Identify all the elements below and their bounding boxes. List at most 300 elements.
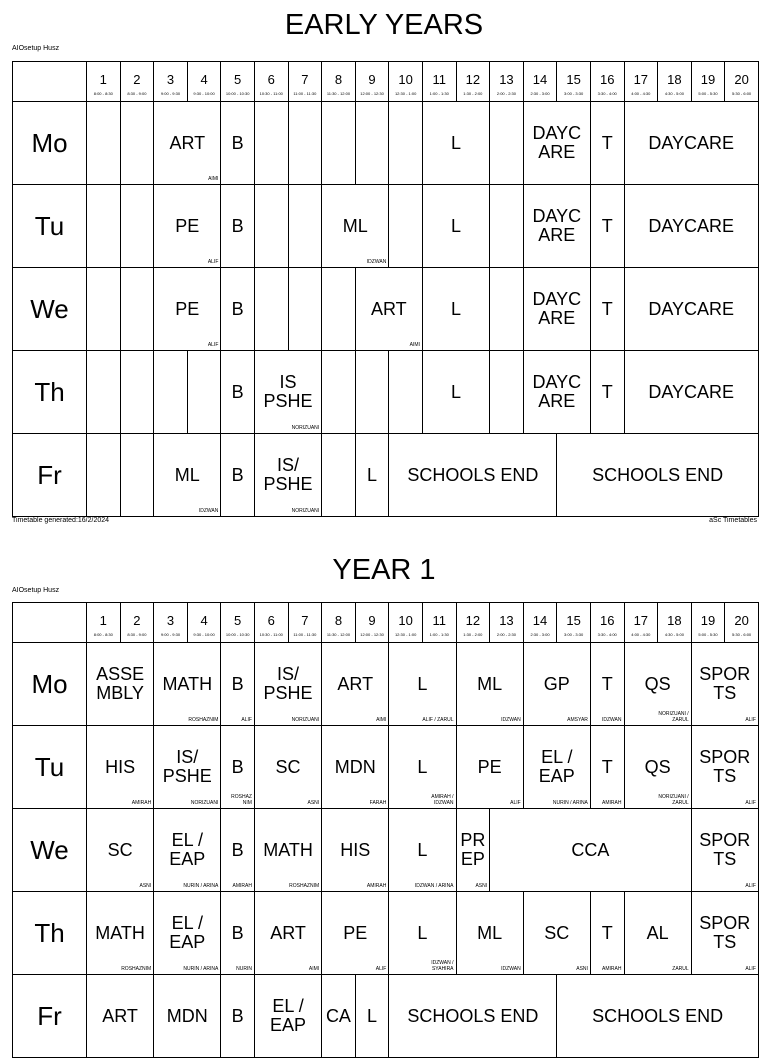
subject-label: IS PSHE: [263, 372, 313, 411]
lesson-cell: [254, 102, 288, 185]
header-corner: [13, 62, 87, 102]
period-time: 4:00 - 4:30: [631, 91, 651, 96]
period-header: [658, 62, 692, 102]
lesson-cell: [254, 809, 321, 892]
period-time: 1:30 - 2:00: [463, 632, 483, 637]
period-time: 3:30 - 4:00: [597, 632, 617, 637]
teacher-name: NORIZUANI: [291, 508, 320, 514]
day-row: [13, 268, 759, 351]
period-number: 20: [734, 613, 749, 628]
day-row: [13, 975, 759, 1058]
lesson-cell: [523, 351, 590, 434]
subject-label: DAYCARE: [648, 215, 735, 236]
lesson-cell: [254, 975, 321, 1058]
day-row: [13, 351, 759, 434]
teacher-name: AMIRAH: [131, 800, 152, 806]
lesson-cell: [590, 185, 624, 268]
period-time: 2:30 - 3:00: [530, 632, 550, 637]
period-number: 2: [133, 613, 141, 628]
day-label: Mo: [13, 643, 87, 726]
day-row: [13, 809, 759, 892]
period-number: 10: [398, 613, 413, 628]
lesson-cell: [154, 892, 221, 975]
period-number: 16: [599, 72, 615, 87]
teacher-name: ZARUL: [672, 966, 689, 972]
lesson-cell: [490, 102, 524, 185]
teacher-name: ALIF: [745, 717, 756, 723]
day-label: Th: [13, 892, 87, 975]
lesson-cell: [389, 975, 557, 1058]
teacher-name: NURIN / ARINA: [552, 800, 588, 806]
period-number: 18: [667, 72, 682, 87]
lesson-cell: [355, 102, 389, 185]
subject-label: B: [231, 381, 244, 402]
period-header: [557, 603, 591, 643]
subject-label: L: [451, 132, 462, 153]
subject-label: ART: [270, 922, 306, 943]
subject-label: MDN: [166, 1005, 208, 1026]
lesson-cell: [490, 351, 524, 434]
subject-label: MDN: [334, 756, 376, 777]
lesson-cell: [590, 351, 624, 434]
period-header: [87, 62, 121, 102]
day-row: [13, 726, 759, 809]
period-number: 12: [465, 613, 481, 628]
period-header: [187, 62, 221, 102]
day-label: Tu: [13, 726, 87, 809]
subject-label: T: [601, 673, 613, 694]
period-number: 7: [301, 72, 309, 87]
lesson-cell: [624, 185, 758, 268]
period-header: [590, 62, 624, 102]
period-time: 10:00 - 10:30: [225, 632, 250, 637]
subject-label: QS: [644, 756, 671, 777]
lesson-cell: [154, 975, 221, 1058]
lesson-cell: [624, 643, 691, 726]
day-label: Fr: [13, 434, 87, 517]
subject-label: HIS: [105, 756, 136, 777]
lesson-cell: [221, 268, 255, 351]
lesson-cell: [557, 434, 759, 517]
period-time: 8:00 - 8:30: [93, 91, 113, 96]
lesson-cell: [322, 351, 356, 434]
period-time: 5:00 - 5:30: [698, 632, 718, 637]
lesson-cell: [691, 643, 758, 726]
period-time: 8:30 - 9:00: [127, 632, 147, 637]
subject-label: B: [231, 464, 244, 485]
lesson-cell: [154, 809, 221, 892]
period-number: 2: [133, 72, 141, 87]
subject-label: SPOR TS: [699, 747, 751, 786]
lesson-cell: [624, 726, 691, 809]
teacher-name: AMSYAR: [567, 717, 588, 723]
subject-label: EL / EAP: [538, 747, 575, 786]
lesson-cell: [221, 975, 255, 1058]
subject-label: L: [417, 673, 428, 694]
period-time: 1:00 - 1:30: [429, 632, 449, 637]
lesson-cell: [422, 268, 489, 351]
lesson-cell: [120, 351, 154, 434]
subject-label: SCHOOLS END: [407, 464, 539, 485]
period-header: [590, 603, 624, 643]
lesson-cell: [221, 809, 255, 892]
lesson-cell: [254, 726, 321, 809]
subject-label: SPOR TS: [699, 913, 751, 952]
lesson-cell: [87, 102, 121, 185]
period-time: 9:30 - 10:00: [193, 632, 215, 637]
lesson-cell: [389, 809, 456, 892]
subject-label: SCHOOLS END: [407, 1005, 539, 1026]
lesson-cell: [221, 726, 255, 809]
teacher-name: NORIZUANI: [190, 800, 219, 806]
period-header: [691, 62, 725, 102]
period-time: 4:30 - 5:00: [664, 632, 684, 637]
lesson-cell: [355, 975, 389, 1058]
subject-label: ASSE MBLY: [96, 664, 145, 703]
lesson-cell: [254, 434, 321, 517]
teacher-name: AIMI: [376, 717, 387, 723]
lesson-cell: [322, 975, 356, 1058]
lesson-cell: [557, 975, 759, 1058]
lesson-cell: [523, 185, 590, 268]
period-time: 9:00 - 9:30: [160, 91, 181, 96]
period-time: 9:00 - 9:30: [160, 632, 181, 637]
period-header: [624, 62, 658, 102]
period-time: 1:00 - 1:30: [429, 91, 449, 96]
period-number: 3: [166, 72, 175, 87]
period-time: 8:00 - 8:30: [93, 632, 113, 637]
lesson-cell: [624, 102, 758, 185]
subject-label: T: [601, 756, 613, 777]
day-row: [13, 102, 759, 185]
teacher-name: ASNI: [139, 883, 152, 889]
subject-label: SCHOOLS END: [592, 1005, 724, 1026]
lesson-cell: [523, 643, 590, 726]
teacher-name: NORIZUANI: [291, 717, 320, 723]
teacher-name: AMIRAH / IDZWAN: [431, 794, 454, 806]
lesson-cell: [590, 892, 624, 975]
day-row: [13, 892, 759, 975]
subject-label: DAYCARE: [648, 132, 735, 153]
lesson-cell: [87, 975, 154, 1058]
lesson-cell: [288, 268, 322, 351]
lesson-cell: [523, 726, 590, 809]
day-row: [13, 185, 759, 268]
lesson-cell: [322, 268, 356, 351]
lesson-cell: [120, 102, 154, 185]
subject-label: ART: [337, 673, 374, 694]
teacher-name: ALIF: [745, 966, 756, 972]
lesson-cell: [456, 809, 490, 892]
period-number: 17: [633, 72, 649, 87]
subject-label: L: [451, 381, 462, 402]
subject-label: ML: [477, 673, 503, 694]
subject-label: T: [601, 922, 613, 943]
subject-label: ML: [174, 464, 200, 485]
subject-label: SC: [107, 839, 133, 860]
teacher-name: NORIZUANI / ZARUL: [658, 794, 689, 806]
teacher-name: NORIZUANI: [291, 425, 320, 431]
lesson-cell: [490, 809, 692, 892]
subject-label: L: [417, 922, 428, 943]
subject-label: L: [451, 215, 462, 236]
subject-label: IS/ PSHE: [263, 455, 313, 494]
period-header: [120, 603, 154, 643]
lesson-cell: [87, 351, 121, 434]
lesson-cell: [87, 268, 121, 351]
teacher-name: ROSHAZ NIM: [231, 794, 252, 806]
subject-label: IS/ PSHE: [162, 747, 212, 786]
lesson-cell: [322, 434, 356, 517]
period-header: [490, 603, 524, 643]
lesson-cell: [221, 892, 255, 975]
subject-label: T: [601, 381, 613, 402]
period-number: 6: [267, 613, 275, 628]
period-number: 5: [234, 613, 242, 628]
subject-label: HIS: [340, 839, 371, 860]
period-header: [288, 603, 322, 643]
period-time: 4:00 - 4:30: [631, 632, 651, 637]
lesson-cell: [691, 892, 758, 975]
period-time: 11:00 - 11:30: [293, 91, 317, 96]
period-number: 19: [700, 72, 716, 87]
teacher-name: IDZWAN: [501, 966, 521, 972]
period-time: 4:30 - 5:00: [664, 91, 684, 96]
period-time: 2:00 - 2:30: [496, 632, 516, 637]
subject-label: T: [601, 132, 613, 153]
teacher-name: NURIN / ARINA: [183, 966, 219, 972]
period-header: [490, 62, 524, 102]
teacher-name: ALIF / ZARUL: [422, 717, 454, 723]
teacher-name: NURIN: [236, 966, 252, 972]
day-row: [13, 434, 759, 517]
subject-label: L: [417, 756, 428, 777]
lesson-cell: [456, 892, 523, 975]
day-label: We: [13, 268, 87, 351]
subject-label: IS/ PSHE: [263, 664, 313, 703]
school-name: AIOsetup Husz: [12, 587, 60, 594]
subject-label: DAYCARE: [648, 381, 735, 402]
teacher-name: ASNI: [307, 800, 320, 806]
subject-label: ML: [477, 922, 503, 943]
teacher-name: IDZWAN: [501, 717, 521, 723]
lesson-cell: [187, 351, 221, 434]
lesson-cell: [691, 809, 758, 892]
teacher-name: AMIRAH: [232, 883, 252, 889]
period-header: [557, 62, 591, 102]
lesson-cell: [355, 351, 389, 434]
period-time: 10:30 - 11:00: [259, 632, 283, 637]
lesson-cell: [254, 892, 321, 975]
period-time: 11:30 - 12:00: [326, 91, 351, 96]
subject-label: QS: [644, 673, 671, 694]
period-number: 1: [99, 613, 107, 628]
period-header: [456, 603, 490, 643]
teacher-name: ALIF: [745, 800, 756, 806]
period-time: 5:00 - 5:30: [698, 91, 718, 96]
teacher-name: ROSHAZNIM: [289, 883, 320, 889]
period-number: 19: [700, 613, 716, 628]
lesson-cell: [389, 892, 456, 975]
period-time: 11:00 - 11:30: [293, 632, 317, 637]
period-header: [422, 62, 456, 102]
lesson-cell: [221, 185, 255, 268]
lesson-cell: [87, 726, 154, 809]
period-header: [154, 603, 188, 643]
teacher-name: ALIF: [510, 800, 521, 806]
subject-label: T: [601, 298, 613, 319]
lesson-cell: [288, 102, 322, 185]
subject-label: B: [231, 132, 244, 153]
teacher-name: NORIZUANI / ZARUL: [658, 711, 689, 723]
teacher-name: IDZWAN: [366, 259, 387, 265]
teacher-name: AIMI: [208, 176, 219, 182]
lesson-cell: [322, 102, 356, 185]
lesson-cell: [523, 268, 590, 351]
period-header: [221, 62, 255, 102]
period-time: 12:30 - 1:00: [394, 632, 417, 637]
period-header: [221, 603, 255, 643]
period-time: 10:30 - 11:00: [259, 91, 283, 96]
lesson-cell: [221, 434, 255, 517]
subject-label: B: [231, 1005, 244, 1026]
day-label: Fr: [13, 975, 87, 1058]
lesson-cell: [154, 102, 221, 185]
lesson-cell: [624, 351, 758, 434]
subject-label: PE: [175, 215, 200, 236]
lesson-cell: [322, 643, 389, 726]
period-time: 2:30 - 3:00: [530, 91, 550, 96]
teacher-name: ROSHAZNIM: [188, 717, 219, 723]
period-number: 15: [566, 72, 581, 87]
subject-label: PE: [175, 298, 200, 319]
subject-label: L: [367, 464, 378, 485]
subject-label: L: [451, 298, 462, 319]
subject-label: MATH: [95, 922, 145, 943]
lesson-cell: [389, 185, 423, 268]
period-time: 11:30 - 12:00: [326, 632, 351, 637]
period-header: [355, 603, 389, 643]
teacher-name: ASNI: [475, 883, 488, 889]
subject-label: DAYCARE: [648, 298, 735, 319]
period-header: [422, 603, 456, 643]
lesson-cell: [422, 185, 489, 268]
period-number: 6: [267, 72, 275, 87]
period-number: 3: [166, 613, 175, 628]
lesson-cell: [221, 351, 255, 434]
period-number: 12: [465, 72, 481, 87]
timetable-title: YEAR 1: [332, 554, 436, 586]
subject-label: ART: [169, 132, 206, 153]
period-time: 2:00 - 2:30: [496, 91, 516, 96]
lesson-cell: [254, 268, 288, 351]
period-header: [389, 62, 423, 102]
lesson-cell: [355, 434, 389, 517]
lesson-cell: [322, 892, 389, 975]
teacher-name: ALIF: [207, 342, 219, 348]
subject-label: T: [601, 215, 613, 236]
lesson-cell: [87, 185, 121, 268]
lesson-cell: [355, 268, 422, 351]
subject-label: EL / EAP: [270, 996, 307, 1035]
subject-label: B: [231, 839, 244, 860]
lesson-cell: [389, 434, 557, 517]
lesson-cell: [154, 726, 221, 809]
lesson-cell: [422, 351, 489, 434]
subject-label: ML: [342, 215, 368, 236]
teacher-name: AIMI: [409, 342, 420, 348]
lesson-cell: [288, 185, 322, 268]
day-row: [13, 643, 759, 726]
lesson-cell: [523, 892, 590, 975]
period-header: [87, 603, 121, 643]
period-header: [389, 603, 423, 643]
period-time: 8:30 - 9:00: [127, 91, 147, 96]
lesson-cell: [624, 268, 758, 351]
lesson-cell: [254, 351, 321, 434]
subject-label: L: [367, 1005, 378, 1026]
lesson-cell: [154, 434, 221, 517]
period-header: [254, 603, 288, 643]
period-number: 7: [301, 613, 309, 628]
lesson-cell: [322, 809, 389, 892]
lesson-cell: [590, 643, 624, 726]
teacher-name: FARAH: [369, 800, 387, 806]
period-header: [120, 62, 154, 102]
period-number: 9: [368, 72, 376, 87]
timetable-grid: [12, 602, 759, 1058]
lesson-cell: [456, 643, 523, 726]
period-header: [254, 62, 288, 102]
subject-label: PR EP: [460, 830, 486, 869]
period-number: 5: [234, 72, 242, 87]
subject-label: PE: [477, 756, 502, 777]
subject-label: DAYC ARE: [532, 372, 582, 411]
period-number: 18: [667, 613, 682, 628]
period-time: 9:30 - 10:00: [193, 91, 215, 96]
lesson-cell: [254, 185, 288, 268]
day-label: We: [13, 809, 87, 892]
lesson-cell: [154, 268, 221, 351]
lesson-cell: [490, 185, 524, 268]
lesson-cell: [389, 643, 456, 726]
subject-label: CCA: [571, 839, 610, 860]
subject-label: SCHOOLS END: [592, 464, 724, 485]
period-header: [523, 62, 557, 102]
period-header: [154, 62, 188, 102]
period-number: 14: [532, 72, 548, 87]
teacher-name: AMIRAH: [602, 966, 622, 972]
day-label: Mo: [13, 102, 87, 185]
lesson-cell: [389, 726, 456, 809]
period-header: [725, 62, 759, 102]
subject-label: AL: [646, 922, 669, 943]
period-header: [322, 603, 356, 643]
lesson-cell: [590, 268, 624, 351]
period-time: 5:30 - 6:00: [732, 632, 752, 637]
lesson-cell: [456, 726, 523, 809]
subject-label: EL / EAP: [169, 830, 206, 869]
period-number: 4: [200, 613, 208, 628]
lesson-cell: [322, 185, 389, 268]
lesson-cell: [389, 102, 423, 185]
period-number: 11: [432, 72, 446, 87]
day-label: Th: [13, 351, 87, 434]
teacher-name: ALIF: [745, 883, 756, 889]
period-time: 5:30 - 6:00: [732, 91, 752, 96]
header-corner: [13, 603, 87, 643]
period-number: 13: [499, 613, 514, 628]
